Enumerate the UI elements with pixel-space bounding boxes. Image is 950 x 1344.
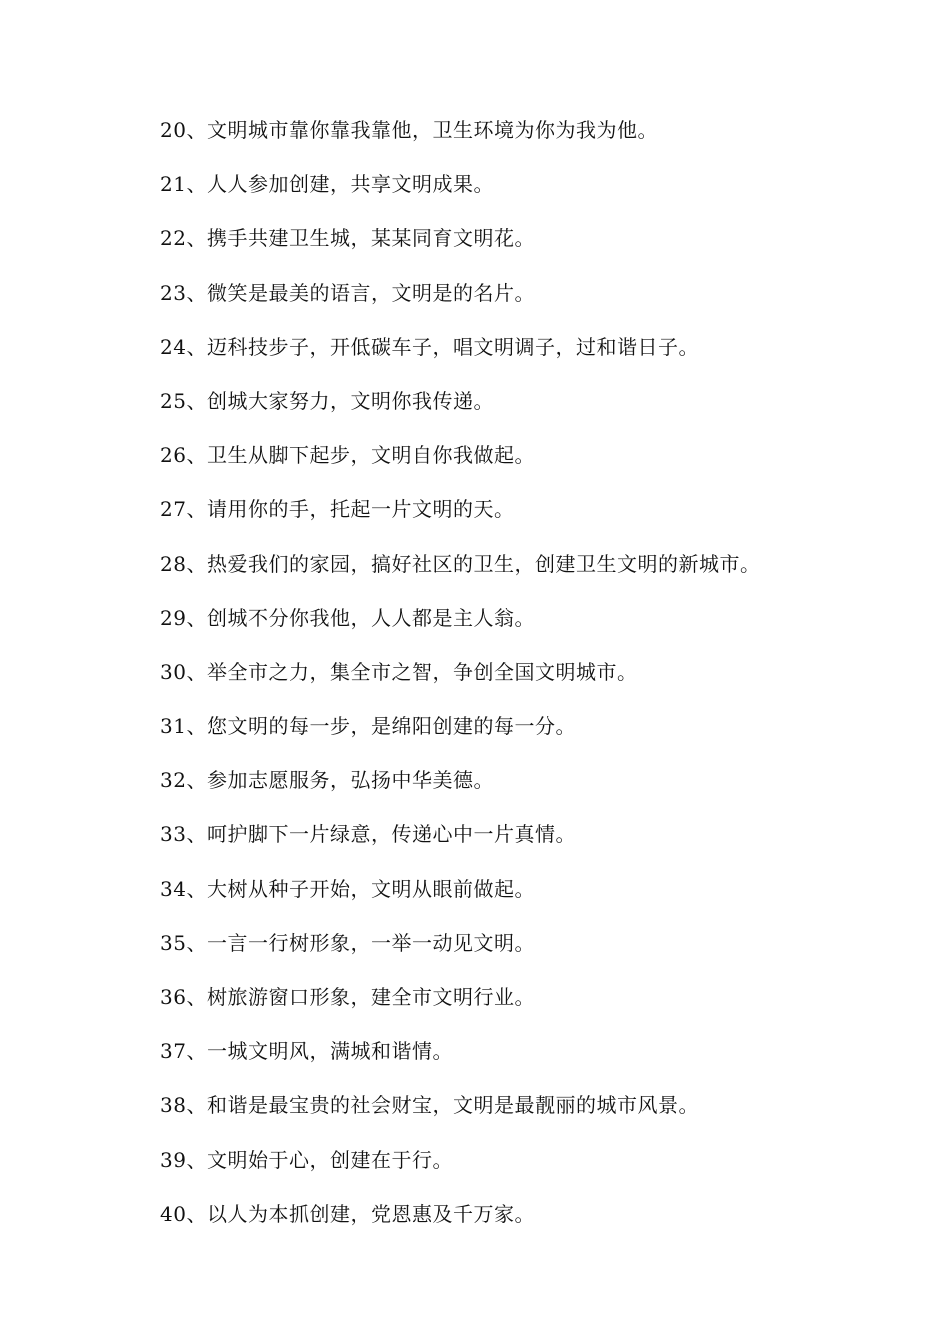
list-item: 36、树旅游窗口形象，建全市文明行业。 [160,985,535,1009]
slogan-list [160,112,900,1250]
list-item: 38、和谐是最宝贵的社会财宝，文明是最靓丽的城市风景。 [160,1093,699,1118]
list-item: 30、举全市之力，集全市之智，争创全国文明城市。 [160,659,638,684]
list-item: 21、人人参加创建，共享文明成果。 [160,172,494,197]
list-item: 26、卫生从脚下起步，文明自你我做起。 [160,443,535,468]
list-item: 23、微笑是最美的语言，文明是的名片。 [160,280,535,305]
list-item: 29、创城不分你我他，人人都是主人翁。 [160,605,535,630]
list-item: 40、以人为本抓创建，党恩惠及千万家。 [160,1201,535,1226]
list-item: 33、呵护脚下一片绿意，传递心中一片真情。 [160,822,576,847]
list-item: 31、您文明的每一步，是绵阳创建的每一分。 [160,714,576,739]
list-item: 28、热爱我们的家园，搞好社区的卫生，创建卫生文明的新城市。 [160,551,761,576]
list-item: 24、迈科技步子，开低碳车子，唱文明调子，过和谐日子。 [160,334,699,359]
list-item: 27、请用你的手，托起一片文明的天。 [160,497,515,522]
list-item: 25、创城大家努力，文明你我传递。 [160,388,494,413]
list-item: 22、携手共建卫生城，某某同育文明花。 [160,226,535,251]
list-item: 35、一言一行树形象，一举一动见文明。 [160,930,535,955]
list-item: 37、一城文明风，满城和谐情。 [160,1039,453,1064]
list-item: 20、文明城市靠你靠我靠他，卫生环境为你为我为他。 [160,118,658,142]
list-item: 34、大树从种子开始，文明从眼前做起。 [160,876,535,901]
list-item: 39、文明始于心，创建在于行。 [160,1147,453,1172]
list-item: 32、参加志愿服务，弘扬中华美德。 [160,768,494,793]
